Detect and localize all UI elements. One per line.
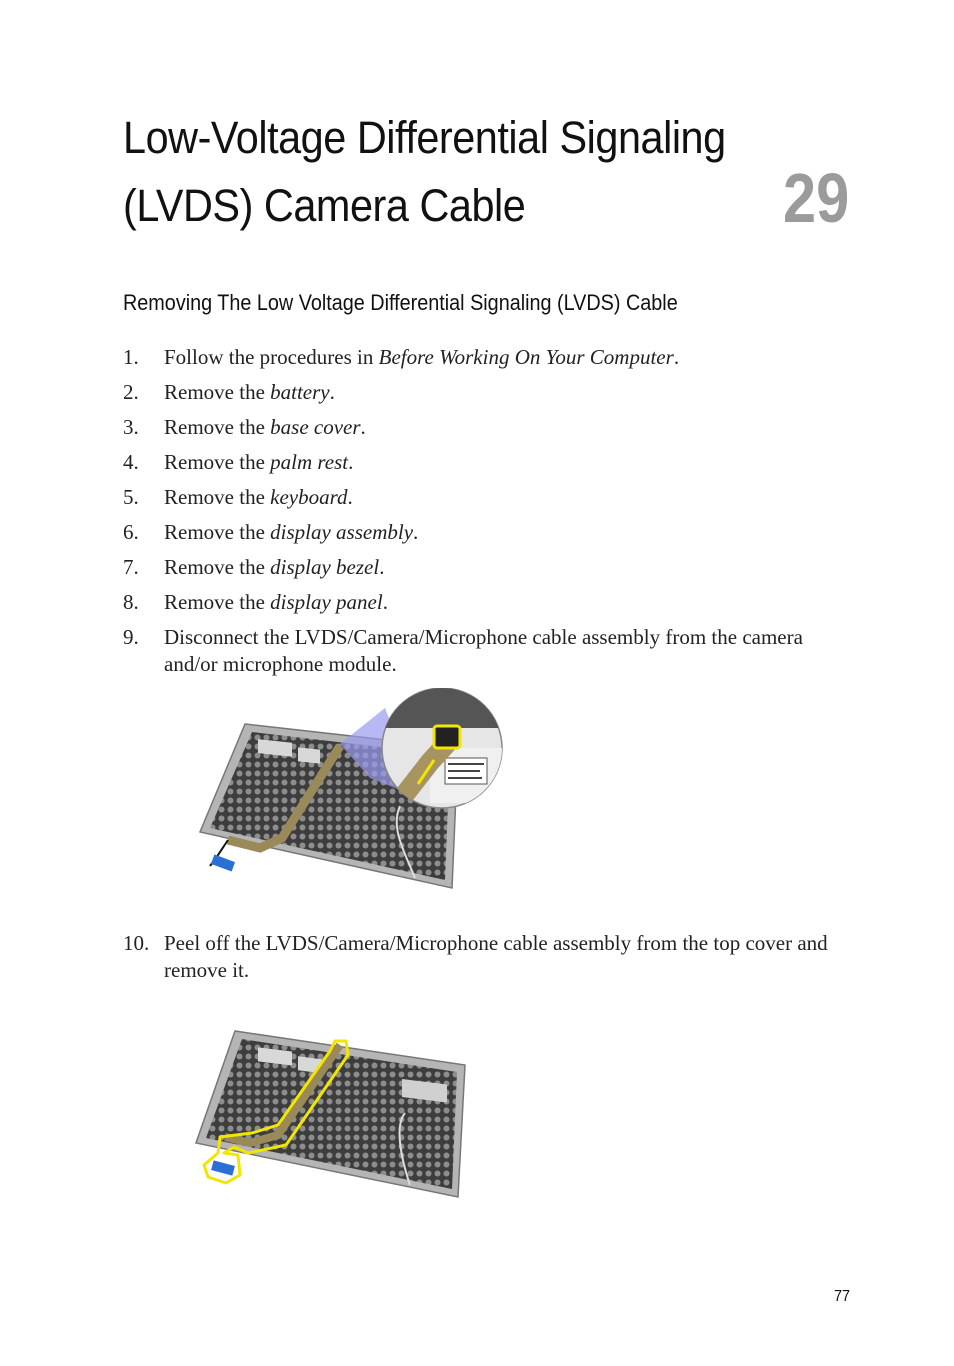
step-suffix: . — [348, 450, 354, 474]
chapter-number: 29 — [783, 159, 850, 237]
cable-connector — [211, 855, 235, 872]
step-link-display-assembly[interactable]: display assembly — [270, 520, 414, 544]
step-text: Peel off the LVDS/Camera/Microphone cable assembly from the top cover and remove it. — [164, 931, 828, 982]
step-text — [164, 484, 844, 511]
step-text — [164, 449, 844, 476]
step-number: 3. — [123, 415, 139, 439]
section-heading: Removing The Low Voltage Differential Signaling (LVDS) Cable — [123, 290, 678, 315]
figure-disconnect-cable — [190, 688, 520, 898]
step-number: 9. — [123, 625, 139, 649]
step-suffix: . — [673, 345, 680, 369]
step-suffix: . — [329, 380, 335, 404]
step-link-display-panel[interactable]: display panel — [270, 590, 383, 614]
figure-peel-cable — [190, 1025, 475, 1205]
step-prefix: Remove the — [164, 450, 271, 474]
step-link-battery[interactable]: battery — [270, 380, 330, 404]
step-link-display-bezel[interactable]: display bezel — [270, 555, 380, 579]
step-prefix: Remove the — [164, 485, 271, 509]
step-suffix: . — [379, 555, 385, 579]
step-link-base-cover[interactable]: base cover — [270, 415, 361, 439]
step-text — [164, 344, 844, 371]
step-prefix: Remove the — [164, 555, 271, 579]
step-prefix: Remove the — [164, 520, 271, 544]
step-prefix: Remove the — [164, 415, 271, 439]
step-number: 1. — [123, 345, 139, 369]
step-prefix: Remove the — [164, 380, 271, 404]
step-suffix: . — [413, 520, 419, 544]
chapter-title-line2: (LVDS) Camera Cable — [123, 180, 526, 231]
step-link-before-working[interactable]: Before Working On Your Computer — [378, 345, 674, 369]
chapter-title — [123, 104, 767, 240]
cable-connector — [211, 1160, 235, 1175]
step-suffix: . — [360, 415, 366, 439]
step-number: 5. — [123, 485, 139, 509]
step-link-palm-rest[interactable]: palm rest — [270, 450, 349, 474]
hinge-tab — [298, 747, 320, 763]
step-text: Disconnect the LVDS/Camera/Microphone cable assembly from the camera and/or microphone module. — [164, 625, 803, 676]
step-link-keyboard[interactable]: keyboard — [270, 485, 348, 509]
step-suffix: . — [347, 485, 353, 509]
step-text — [164, 414, 844, 441]
step-number: 8. — [123, 590, 139, 614]
step-text — [164, 519, 844, 546]
highlighted-connector — [434, 726, 460, 748]
step-number: 2. — [123, 380, 139, 404]
step-text — [164, 379, 844, 406]
step-suffix: . — [382, 590, 388, 614]
step-number: 10. — [123, 931, 150, 955]
magnified-connector-inset — [382, 688, 510, 808]
step-number: 4. — [123, 450, 139, 474]
step-prefix: Remove the — [164, 590, 271, 614]
step-prefix: Follow the procedures in — [164, 345, 379, 369]
chapter-title-line1: Low-Voltage Differential Signaling — [123, 112, 726, 163]
page-number: 77 — [834, 1288, 851, 1305]
step-text — [164, 554, 844, 581]
step-number: 6. — [123, 520, 139, 544]
step-number: 7. — [123, 555, 139, 579]
step-text — [164, 589, 844, 616]
top-cover-illustration — [196, 1031, 465, 1197]
